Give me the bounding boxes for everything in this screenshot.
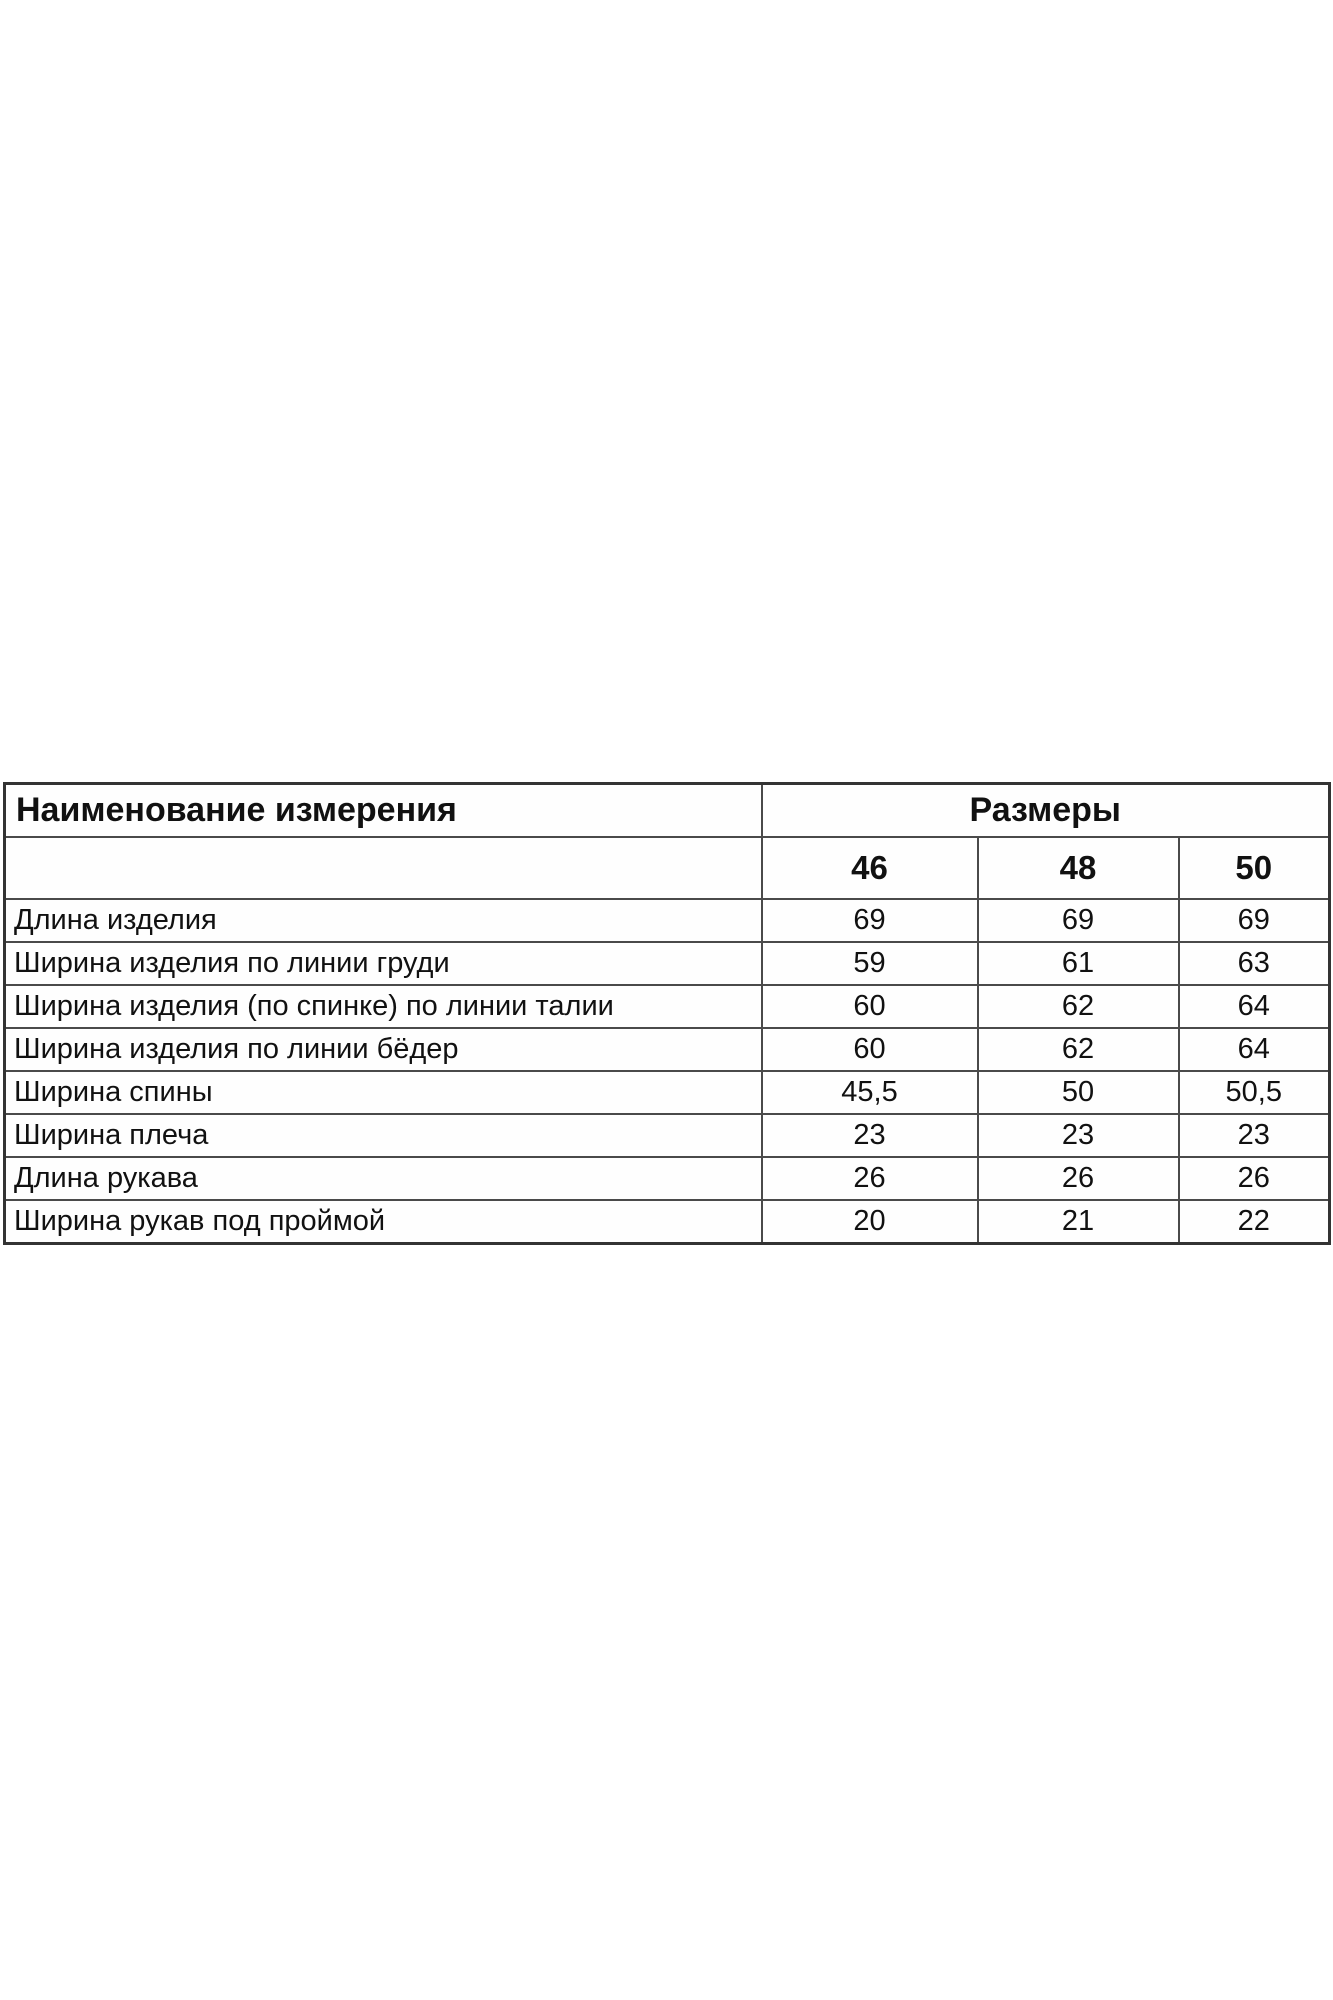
table-row: [5, 1200, 1330, 1244]
row-value: 23: [762, 1114, 978, 1157]
row-value: 62: [978, 1028, 1179, 1071]
row-value: 21: [978, 1200, 1179, 1244]
row-value: 69: [978, 899, 1179, 942]
row-value: 20: [762, 1200, 978, 1244]
row-value: 26: [1179, 1157, 1330, 1200]
row-value: 59: [762, 942, 978, 985]
row-value: 60: [762, 1028, 978, 1071]
table-row: [5, 942, 1330, 985]
table-row: [5, 899, 1330, 942]
row-label: Длина рукава: [5, 1157, 762, 1200]
table-row: [5, 1157, 1330, 1200]
row-value: 45,5: [762, 1071, 978, 1114]
row-value: 22: [1179, 1200, 1330, 1244]
header-group-row: [5, 784, 1330, 838]
row-value: 26: [978, 1157, 1179, 1200]
row-label: Длина изделия: [5, 899, 762, 942]
table-row: [5, 985, 1330, 1028]
row-label: Ширина плеча: [5, 1114, 762, 1157]
row-label: Ширина изделия (по спинке) по линии талии: [5, 985, 762, 1028]
row-label: Ширина спины: [5, 1071, 762, 1114]
size-column-header: 46: [762, 837, 978, 899]
row-value: 50,5: [1179, 1071, 1330, 1114]
sizes-group-header: Размеры: [762, 784, 1330, 838]
row-value: 64: [1179, 985, 1330, 1028]
size-column-header: 48: [978, 837, 1179, 899]
row-value: 50: [978, 1071, 1179, 1114]
row-value: 61: [978, 942, 1179, 985]
row-value: 69: [1179, 899, 1330, 942]
row-value: 60: [762, 985, 978, 1028]
table-row: [5, 1114, 1330, 1157]
measurement-name-header: Наименование измерения: [5, 784, 762, 838]
row-label: Ширина изделия по линии бёдер: [5, 1028, 762, 1071]
header-sizes-row: [5, 837, 1330, 899]
row-value: 63: [1179, 942, 1330, 985]
table-header: [5, 784, 1330, 900]
row-value: 26: [762, 1157, 978, 1200]
table-row: [5, 1028, 1330, 1071]
size-column-header: 50: [1179, 837, 1330, 899]
table-row: [5, 1071, 1330, 1114]
row-value: 69: [762, 899, 978, 942]
row-value: 23: [978, 1114, 1179, 1157]
row-value: 64: [1179, 1028, 1330, 1071]
row-value: 62: [978, 985, 1179, 1028]
size-chart-table: [3, 782, 1331, 1245]
empty-header-cell: [5, 837, 762, 899]
row-label: Ширина рукав под проймой: [5, 1200, 762, 1244]
row-value: 23: [1179, 1114, 1330, 1157]
size-table-body: [5, 899, 1330, 1244]
row-label: Ширина изделия по линии груди: [5, 942, 762, 985]
